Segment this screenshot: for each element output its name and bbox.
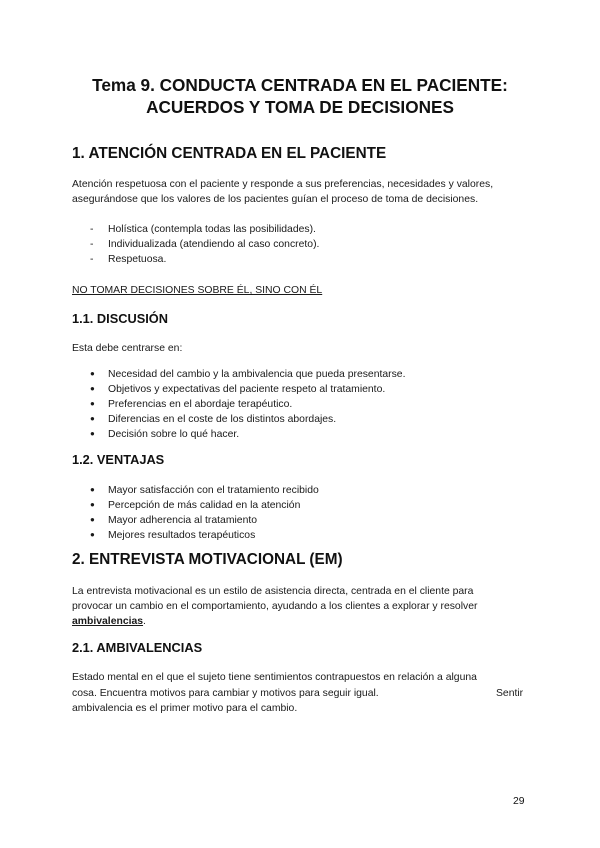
section-2-1-line-2-end: Sentir — [496, 688, 524, 699]
section-2-1-line-1: Estado mental en el que el sujeto tiene sentimientos contrapuestos en relación a alguna — [72, 672, 477, 683]
list-item-text: Necesidad del cambio y la ambivalencia que pueda presentarse. — [108, 369, 406, 380]
list-item-text: Mayor adherencia al tratamiento — [108, 515, 258, 526]
list-item — [90, 381, 385, 397]
list-item-text: Holística (contempla todas las posibilidades). — [108, 224, 316, 235]
list-item — [90, 497, 300, 513]
list-item — [90, 366, 405, 382]
list-item-text: Percepción de más calidad en la atención — [108, 500, 301, 511]
section-2-paragraph-line-3 — [72, 614, 146, 630]
dash-marker: - — [90, 239, 94, 250]
section-1-heading: 1. ATENCIÓN CENTRADA EN EL PACIENTE — [72, 145, 387, 162]
bullet-icon: ● — [90, 500, 95, 509]
list-item-text: Respetuosa. — [108, 254, 167, 265]
dash-marker: - — [90, 254, 94, 265]
list-item — [90, 222, 316, 237]
list-item — [90, 482, 319, 498]
bullet-icon: ● — [90, 530, 95, 539]
list-item — [90, 527, 255, 543]
section-2-heading: 2. ENTREVISTA MOTIVACIONAL (EM) — [72, 551, 343, 568]
section-2-paragraph-line-2: provocar un cambio en el comportamiento, ayudando a los clientes a explorar y resolver — [72, 601, 478, 612]
section-1-paragraph-line-2: asegurándose que los valores de los pacientes guían el proceso de toma de decisiones. — [72, 194, 479, 205]
section-1-1-heading: 1.1. DISCUSIÓN — [72, 311, 169, 326]
section-2-1-heading: 2.1. AMBIVALENCIAS — [72, 640, 203, 655]
list-item-text: Preferencias en el abordaje terapéutico. — [108, 399, 293, 410]
bullet-icon: ● — [90, 369, 95, 378]
bullet-icon: ● — [90, 399, 95, 408]
bullet-icon: ● — [90, 485, 95, 494]
bullet-icon: ● — [90, 384, 95, 393]
highlighted-term: ambivalencias — [72, 616, 144, 627]
list-item-text: Mayor satisfacción con el tratamiento recibido — [108, 485, 319, 496]
list-item-text: Diferencias en el coste de los distintos abordajes. — [108, 414, 337, 425]
bullet-icon: ● — [90, 515, 95, 524]
section-2-paragraph-line-1: La entrevista motivacional es un estilo de asistencia directa, centrada en el cliente para — [72, 586, 474, 597]
section-1-1-intro: Esta debe centrarse en: — [72, 343, 183, 354]
underlined-note: NO TOMAR DECISIONES SOBRE ÉL, SINO CON ÉL — [72, 285, 323, 296]
page-title-line-1: Tema 9. CONDUCTA CENTRADA EN EL PACIENTE: — [92, 75, 508, 95]
page-number: 29 — [513, 796, 525, 807]
list-item-text: Objetivos y expectativas del paciente respeto al tratamiento. — [108, 384, 386, 395]
list-item-text: Mejores resultados terapéuticos — [108, 530, 256, 541]
list-item — [90, 512, 257, 528]
dash-marker: - — [90, 224, 94, 235]
bullet-icon: ● — [90, 429, 95, 438]
list-item — [90, 426, 239, 442]
paragraph-end: . — [143, 616, 146, 627]
list-item-text: Decisión sobre lo qué hacer. — [108, 429, 240, 440]
section-1-paragraph-line-1: Atención respetuosa con el paciente y responde a sus preferencias, necesidades y valores, — [72, 179, 494, 190]
list-item — [90, 411, 336, 427]
bullet-icon: ● — [90, 414, 95, 423]
list-item-text: Individualizada (atendiendo al caso concreto). — [108, 239, 320, 250]
list-item — [90, 237, 319, 252]
page-title-line-2: ACUERDOS Y TOMA DE DECISIONES — [146, 97, 454, 117]
section-2-1-line-2: cosa. Encuentra motivos para cambiar y motivos para seguir igual. — [72, 688, 379, 699]
list-item — [90, 396, 292, 412]
list-item — [90, 252, 166, 267]
section-2-1-line-3: ambivalencia es el primer motivo para el cambio. — [72, 703, 298, 714]
section-1-2-heading: 1.2. VENTAJAS — [72, 452, 165, 467]
